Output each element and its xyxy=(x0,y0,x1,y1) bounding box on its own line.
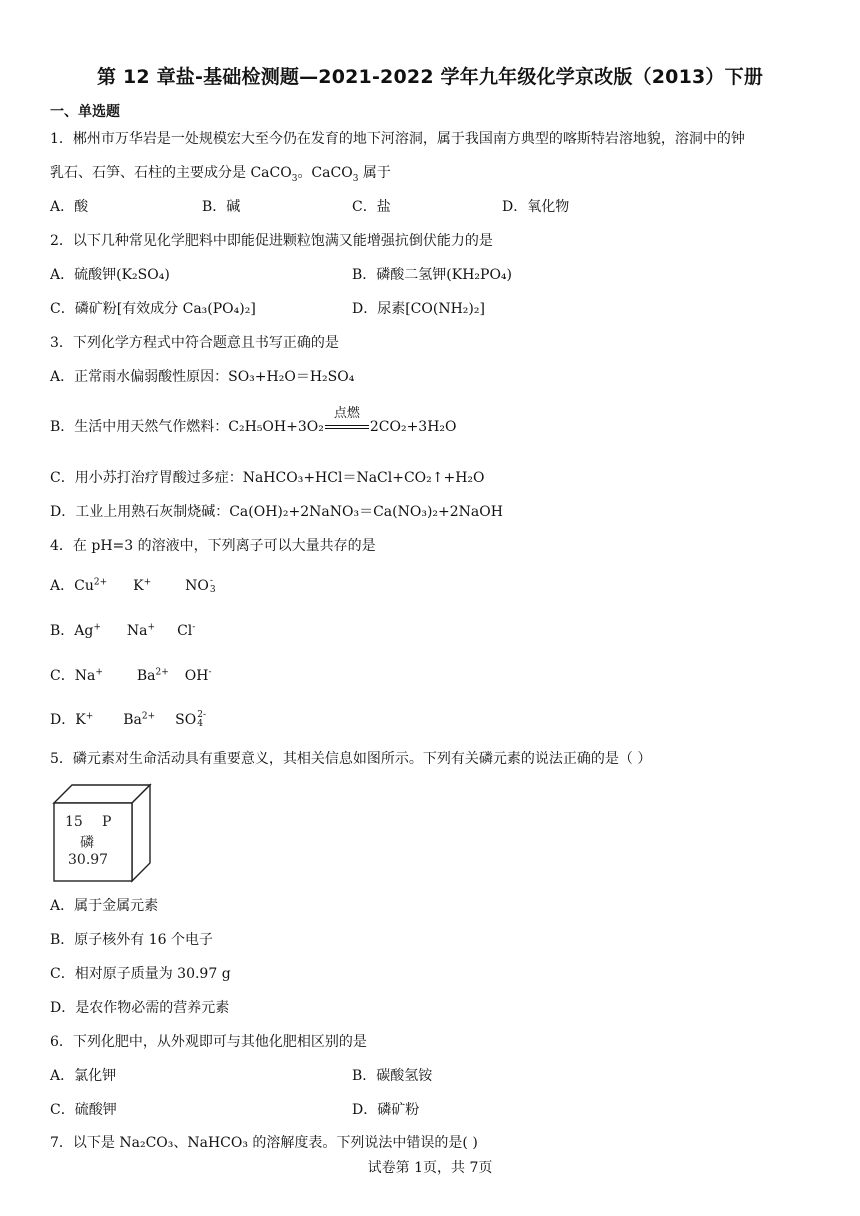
q2-option-b: B．磷酸二氢钾(KH₂PO₄) xyxy=(352,267,513,283)
q6-stem: 6．下列化肥中，从外观即可与其他化肥相区别的是 xyxy=(50,1034,367,1050)
q5-option-b: B．原子核外有 16 个电子 xyxy=(50,932,214,948)
q5-option-a: A．属于金属元素 xyxy=(50,898,159,914)
q3-option-b: B．生活中用天然气作燃料：C₂H₅OH+3O₂ 点燃 2CO₂+3H₂O xyxy=(50,416,457,436)
q2-option-a: A．硫酸钾(K₂SO₄) xyxy=(50,267,170,283)
q1-stem-line2: 乳石、石笋、石柱的主要成分是 CaCO$_3$。CaCO$_3$ 属于 xyxy=(50,165,391,184)
q6-option-b: B．碳酸氢铵 xyxy=(352,1068,433,1084)
cube-outline xyxy=(50,783,154,883)
q6-option-d: D．磷矿粉 xyxy=(352,1102,420,1118)
atomic-mass: 30.97 xyxy=(68,852,109,868)
q3-option-a: A．正常雨水偏弱酸性原因：SO₃+H₂O＝H₂SO₄ xyxy=(50,369,355,385)
element-name: 磷 xyxy=(80,835,94,851)
q5-option-d: D．是农作物必需的营养元素 xyxy=(50,1000,230,1016)
reaction-condition xyxy=(324,406,370,435)
q5-stem: 5．磷元素对生命活动具有重要意义，其相关信息如图所示。下列有关磷元素的说法正确的是（ ） xyxy=(50,751,652,767)
q2-stem: 2．以下几种常见化学肥料中即能促进颗粒饱满又能增强抗倒伏能力的是 xyxy=(50,233,493,249)
atomic-number: 15 xyxy=(65,814,83,830)
page-footer: 试卷第 1页，共 7页 xyxy=(367,1160,493,1176)
periodic-element-cube xyxy=(50,783,154,883)
element-symbol: P xyxy=(102,814,112,830)
q6-option-c: C．硫酸钾 xyxy=(50,1102,117,1118)
q3-stem: 3．下列化学方程式中符合题意且书写正确的是 xyxy=(50,335,339,351)
q1-option-b: B．碱 xyxy=(202,199,241,215)
q7-stem: 7．以下是 Na₂CO₃、NaHCO₃ 的溶解度表。下列说法中错误的是( ) xyxy=(50,1135,478,1151)
q2-option-d: D．尿素[CO(NH₂)₂] xyxy=(352,301,485,317)
q1-option-a: A．酸 xyxy=(50,199,89,215)
page-title: 第 12 章盐-基础检测题—2021-2022 学年九年级化学京改版（2013）下册 xyxy=(96,66,764,88)
q4-option-c: C．Na+ $Ba^{2+}$ OH- xyxy=(50,667,212,684)
q4-option-d: D．K+ $Ba^{2+}$ SO 2- 4 xyxy=(50,710,207,729)
q1-stem-line1: 1．郴州市万华岩是一处规模宏大至今仍在发育的地下河溶洞，属于我国南方典型的喀斯特岩溶地貌，溶洞中的钟 xyxy=(50,131,745,147)
q2-option-c: C．磷矿粉[有效成分 Ca₃(PO₄)₂] xyxy=(50,301,256,317)
q5-option-c: C．相对原子质量为 30.97 g xyxy=(50,966,231,982)
condition-label: 点燃 xyxy=(333,406,360,421)
section-heading: 一、单选题 xyxy=(50,104,120,120)
q4-option-b: B．Ag+ Na+ Cl- xyxy=(50,622,196,639)
q6-option-a: A．氯化钾 xyxy=(50,1068,117,1084)
q4-stem: 4．在 pH=3 的溶液中，下列离子可以大量共存的是 xyxy=(50,538,376,554)
q3-option-c: C．用小苏打治疗胃酸过多症：NaHCO₃+HCl＝NaCl+CO₂↑+H₂O xyxy=(50,470,485,486)
q4-option-a: A．$Cu^{2+}$ K+ NO - 3 xyxy=(50,576,216,595)
q3-option-d: D．工业上用熟石灰制烧碱：Ca(OH)₂+2NaNO₃＝Ca(NO₃)₂+2NaOH xyxy=(50,504,503,520)
q1-option-d: D．氧化物 xyxy=(502,199,570,215)
q1-option-c: C．盐 xyxy=(352,199,391,215)
